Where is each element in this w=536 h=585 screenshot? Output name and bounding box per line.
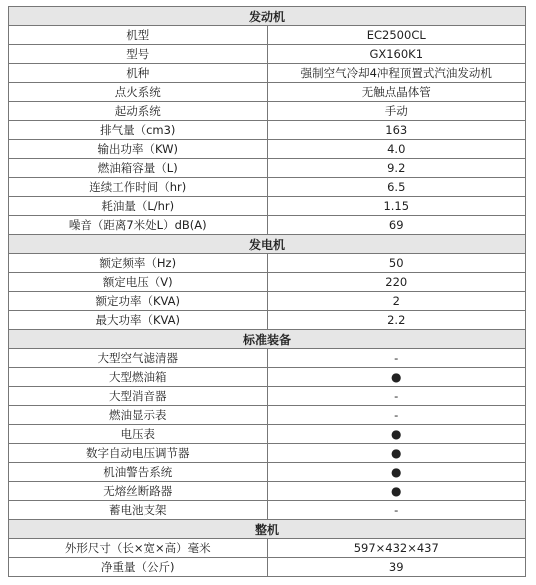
spec-row <box>9 83 526 102</box>
spec-value: ● <box>267 444 526 463</box>
spec-label: 大型消音器 <box>9 387 268 406</box>
spec-row <box>9 539 526 558</box>
section-header-row <box>9 330 526 349</box>
spec-label: 额定功率（KVA) <box>9 292 268 311</box>
spec-value: 4.0 <box>267 140 526 159</box>
spec-row <box>9 406 526 425</box>
spec-row <box>9 349 526 368</box>
spec-label: 大型空气滤清器 <box>9 349 268 368</box>
spec-value: 597×432×437 <box>267 539 526 558</box>
spec-row <box>9 64 526 83</box>
spec-row <box>9 368 526 387</box>
spec-label: 输出功率（KW) <box>9 140 268 159</box>
spec-value: 39 <box>267 558 526 577</box>
spec-label: 燃油显示表 <box>9 406 268 425</box>
spec-row <box>9 463 526 482</box>
spec-value: 220 <box>267 273 526 292</box>
spec-row <box>9 216 526 235</box>
spec-value: ● <box>267 425 526 444</box>
spec-label: 燃油箱容量（L) <box>9 159 268 178</box>
spec-label: 机油警告系统 <box>9 463 268 482</box>
spec-row <box>9 26 526 45</box>
spec-value: 9.2 <box>267 159 526 178</box>
spec-label: 大型燃油箱 <box>9 368 268 387</box>
spec-row <box>9 444 526 463</box>
spec-label: 数字自动电压调节器 <box>9 444 268 463</box>
spec-label: 电压表 <box>9 425 268 444</box>
spec-label: 额定频率（Hz) <box>9 254 268 273</box>
spec-value: ● <box>267 368 526 387</box>
spec-label: 点火系统 <box>9 83 268 102</box>
spec-value: - <box>267 387 526 406</box>
spec-value: 手动 <box>267 102 526 121</box>
spec-row <box>9 102 526 121</box>
spec-label: 无熔丝断路器 <box>9 482 268 501</box>
spec-label: 最大功率（KVA) <box>9 311 268 330</box>
section-title: 发动机 <box>9 7 526 26</box>
spec-row <box>9 425 526 444</box>
spec-value: 1.15 <box>267 197 526 216</box>
spec-row <box>9 159 526 178</box>
spec-value: GX160K1 <box>267 45 526 64</box>
spec-value: 69 <box>267 216 526 235</box>
section-header-row <box>9 235 526 254</box>
spec-value: 50 <box>267 254 526 273</box>
spec-row <box>9 197 526 216</box>
spec-label: 机种 <box>9 64 268 83</box>
spec-label: 额定电压（V) <box>9 273 268 292</box>
spec-value: ● <box>267 482 526 501</box>
spec-value: 无触点晶体管 <box>267 83 526 102</box>
spec-value: EC2500CL <box>267 26 526 45</box>
spec-label: 排气量（cm3) <box>9 121 268 140</box>
spec-row <box>9 558 526 577</box>
spec-table-body <box>9 7 526 577</box>
section-title: 发电机 <box>9 235 526 254</box>
spec-row <box>9 387 526 406</box>
spec-value: 2.2 <box>267 311 526 330</box>
section-header-row <box>9 7 526 26</box>
spec-value: 2 <box>267 292 526 311</box>
spec-label: 蓄电池支架 <box>9 501 268 520</box>
spec-value: 163 <box>267 121 526 140</box>
spec-label: 连续工作时间（hr) <box>9 178 268 197</box>
spec-row <box>9 501 526 520</box>
spec-row <box>9 140 526 159</box>
spec-value: - <box>267 406 526 425</box>
spec-value: - <box>267 501 526 520</box>
spec-label: 外形尺寸（长×宽×高）毫米 <box>9 539 268 558</box>
spec-row <box>9 178 526 197</box>
section-header-row <box>9 520 526 539</box>
spec-label: 机型 <box>9 26 268 45</box>
spec-row <box>9 254 526 273</box>
spec-row <box>9 121 526 140</box>
spec-label: 净重量（公斤) <box>9 558 268 577</box>
spec-label: 起动系统 <box>9 102 268 121</box>
spec-row <box>9 292 526 311</box>
spec-label: 噪音（距离7米处L）dB(A) <box>9 216 268 235</box>
spec-row <box>9 45 526 64</box>
spec-table <box>8 6 526 577</box>
spec-value: ● <box>267 463 526 482</box>
section-title: 整机 <box>9 520 526 539</box>
spec-value: 强制空气冷却4冲程顶置式汽油发动机 <box>267 64 526 83</box>
spec-value: 6.5 <box>267 178 526 197</box>
spec-value: - <box>267 349 526 368</box>
spec-row <box>9 482 526 501</box>
section-title: 标准装备 <box>9 330 526 349</box>
spec-row <box>9 311 526 330</box>
spec-row <box>9 273 526 292</box>
spec-label: 型号 <box>9 45 268 64</box>
spec-label: 耗油量（L/hr) <box>9 197 268 216</box>
